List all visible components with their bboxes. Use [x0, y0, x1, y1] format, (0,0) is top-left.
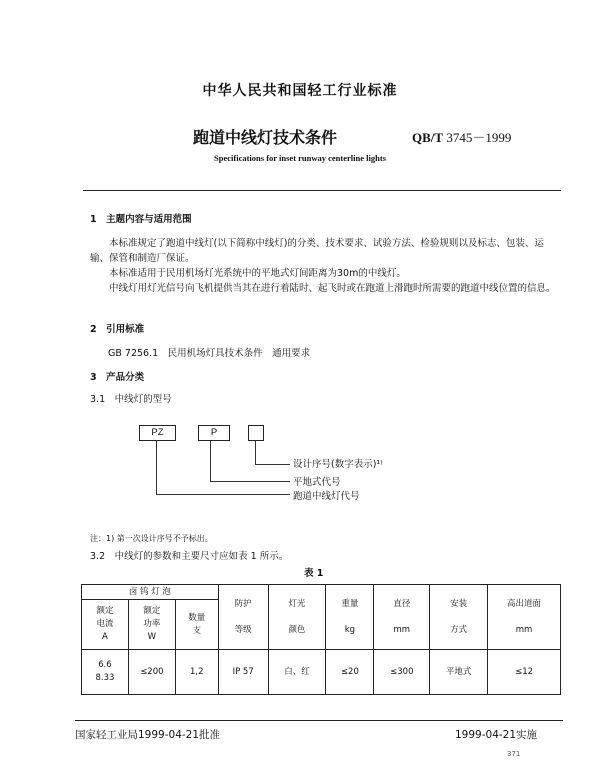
header-quantity [175, 600, 218, 650]
header-power-l1: 额定 [143, 606, 161, 616]
cell-weight: ≤20 [326, 650, 374, 695]
cell-install: 平地式 [430, 650, 488, 695]
connector-pz-vertical [156, 441, 157, 494]
header-weight-l1: 重量 [341, 598, 359, 609]
connector-p-horizontal [210, 481, 290, 482]
cell-quantity: 1,2 [175, 650, 218, 695]
header-protection [218, 585, 268, 650]
section-1-heading: 1 主题内容与适用范围 [90, 214, 192, 225]
footer-rule [75, 720, 563, 721]
cell-current-l1: 6.6 [98, 660, 112, 670]
standard-prefix: QB/T [412, 130, 444, 145]
english-subtitle: Specifications for inset runway centerline lights [214, 153, 386, 163]
section-1-paragraph-2: 本标准适用于民用机场灯光系统中的平地式灯间距离为30m的中线灯。 [109, 268, 406, 279]
header-quantity-l1: 数量 [188, 612, 206, 623]
model-box-pz: PZ [139, 425, 176, 441]
header-current-l2: 电流 [96, 619, 114, 629]
legend-centerline-code: 跑道中线灯代号 [293, 491, 360, 502]
header-current-l3: A [102, 632, 108, 642]
header-power-l2: 功率 [143, 619, 161, 629]
cell-color: 白、红 [268, 650, 326, 695]
cell-current [82, 650, 129, 695]
connector-p-vertical [210, 441, 211, 481]
header-current-l1: 额定 [96, 606, 114, 616]
header-color-l1: 灯光 [288, 598, 306, 609]
legend-serial: 设计序号(数字表示)¹⁾ [293, 459, 383, 470]
specification-table [81, 584, 561, 695]
connector-serial-horizontal [255, 464, 290, 465]
cell-height: ≤12 [488, 650, 561, 695]
legend-flush-type: 平地式代号 [293, 477, 341, 488]
section-1-paragraph-1: 本标准规定了跑道中线灯(以下简称中线灯)的分类、技术要求、试验方法、检验规则以及标志、包装、运输、保管和制造厂保证。 [90, 238, 544, 264]
header-diameter-l1: 直径 [393, 598, 411, 609]
section-1-paragraph-3: 中线灯用灯光信号向飞机提供当其在进行着陆时、起飞时或在跑道上滑跑时所需要的跑道中线位置的信息。 [109, 283, 556, 294]
header-diameter-l2: mm [393, 624, 411, 635]
cell-power: ≤200 [128, 650, 175, 695]
connector-serial-vertical [255, 441, 256, 464]
header-protection-l2: 等级 [234, 624, 252, 635]
page-number: 371 [507, 750, 521, 758]
header-height-l1: 高出道面 [507, 598, 542, 609]
model-box-p: P [198, 425, 230, 441]
cell-current-l2: 8.33 [95, 673, 115, 683]
header-height [488, 585, 561, 650]
standard-number: 3745－1999 [446, 130, 512, 145]
section-3-2-heading: 3.2 中线灯的参数和主要尺寸应如表 1 所示。 [90, 551, 289, 562]
header-diameter [374, 585, 430, 650]
document-title: 跑道中线灯技术条件 [193, 128, 338, 147]
header-height-l2: mm [515, 624, 533, 635]
cell-protection: IP 57 [218, 650, 268, 695]
header-install [430, 585, 488, 650]
section-3-heading: 3 产品分类 [90, 372, 145, 383]
section-3-1-heading: 3.1 中线灯的型号 [90, 394, 172, 405]
section-2-heading: 2 引用标准 [90, 324, 145, 335]
header-power [128, 600, 175, 650]
header-install-l2: 方式 [450, 624, 468, 635]
header-protection-l1: 防护 [234, 598, 252, 609]
model-box-serial [248, 425, 264, 441]
standard-category-header: 中华人民共和国轻工行业标准 [202, 83, 398, 99]
header-install-l1: 安装 [450, 598, 468, 609]
lamp-group-header: 卤 钨 灯 泡 [82, 585, 219, 600]
approval-line: 国家轻工业局1999-04-21批准 [75, 729, 221, 741]
referenced-standard: GB 7256.1 民用机场灯具技术条件 通用要求 [108, 348, 311, 359]
header-power-l3: W [147, 632, 157, 642]
table-caption: 表 1 [304, 568, 324, 579]
cell-diameter: ≤300 [374, 650, 430, 695]
header-weight-l2: kg [344, 624, 356, 635]
connector-pz-horizontal [156, 494, 290, 495]
header-weight [326, 585, 374, 650]
model-footnote: 注：1) 第一次设计序号不予标出。 [90, 534, 213, 543]
header-color [268, 585, 326, 650]
implementation-date: 1999-04-21实施 [455, 729, 538, 741]
header-color-l2: 颜色 [288, 624, 306, 635]
header-rule [83, 190, 561, 191]
header-current [82, 600, 129, 650]
header-quantity-l2: 支 [192, 625, 202, 636]
standard-code [412, 127, 511, 146]
